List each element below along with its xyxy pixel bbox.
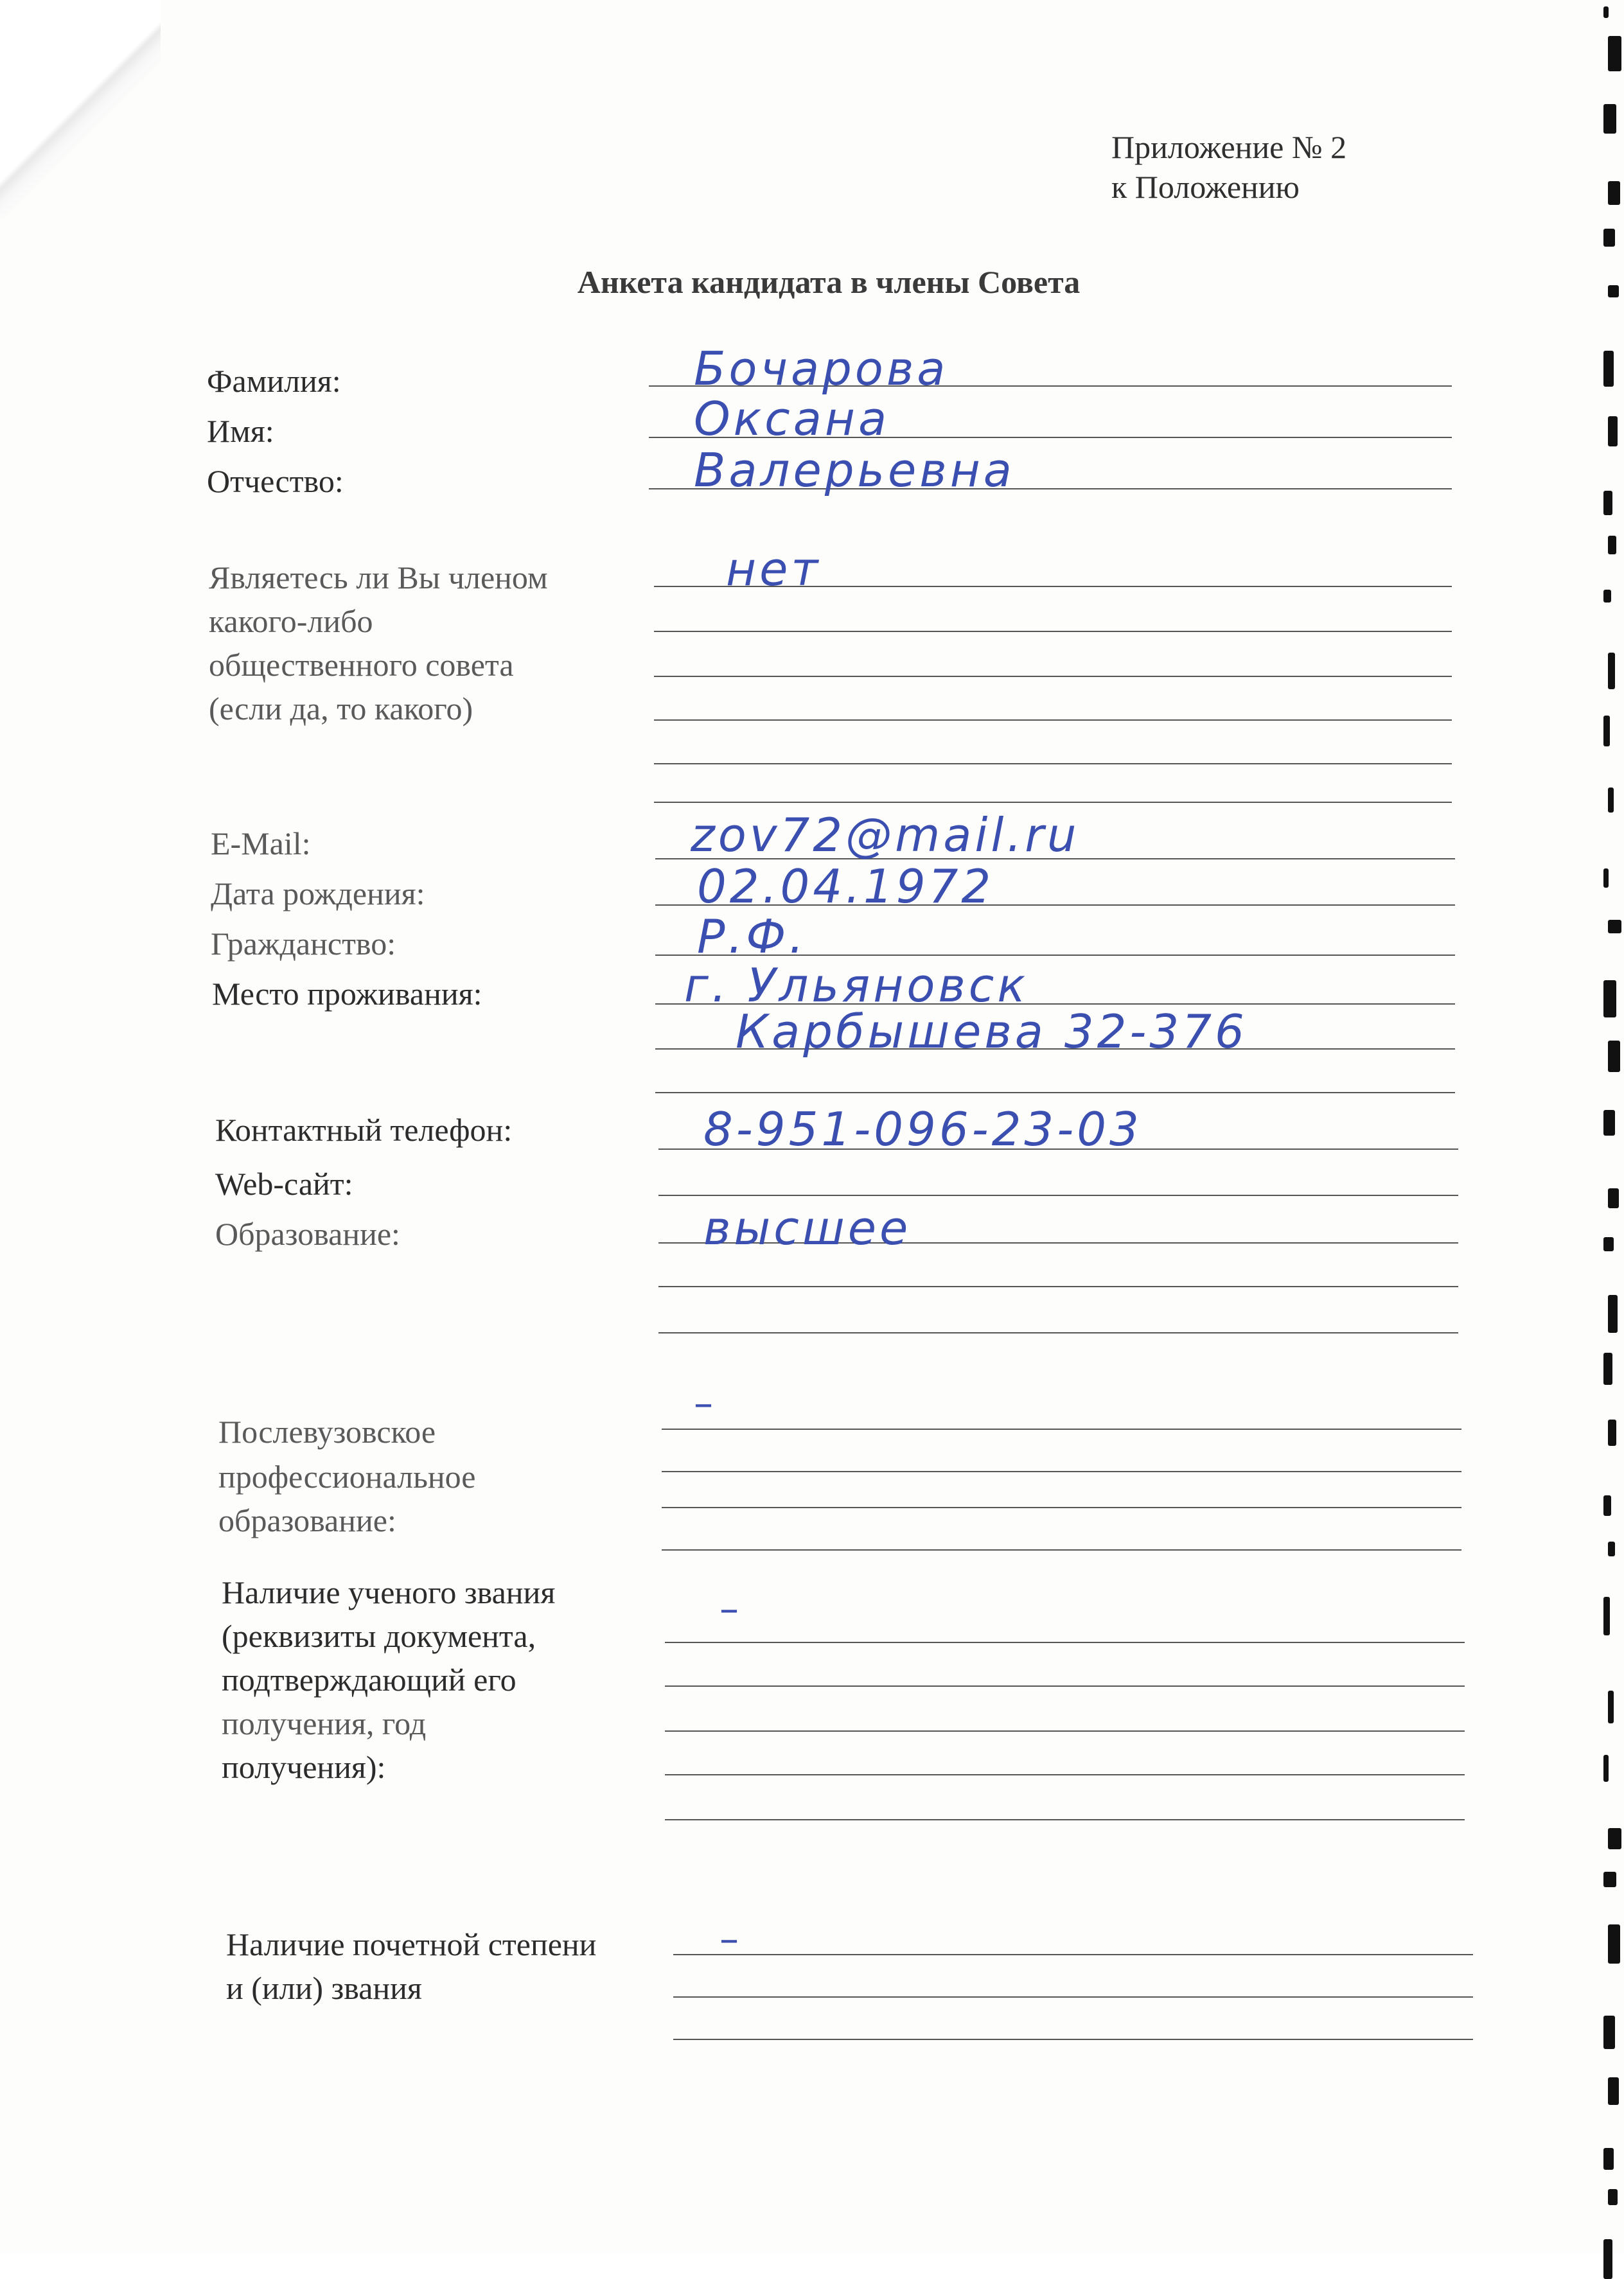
academic-title-label-2: (реквизиты документа, — [222, 1618, 536, 1654]
council-label-3: общественного совета — [209, 647, 514, 683]
citizenship-label: Гражданство: — [211, 926, 396, 962]
council-line-5 — [654, 763, 1452, 764]
scan-edge-speck — [1603, 351, 1614, 387]
appendix-note — [1111, 127, 1346, 207]
scan-edge-speck — [1608, 416, 1618, 446]
honorary-line-2 — [673, 1996, 1473, 1998]
scan-edge-speck — [1608, 2189, 1618, 2205]
email-value[interactable]: zov72@mail.ru — [691, 808, 1080, 862]
email-label: E-Mail: — [211, 825, 311, 861]
surname-label: Фамилия: — [207, 363, 341, 399]
scan-edge-speck — [1608, 36, 1621, 71]
honorary-label-1: Наличие почетной степени — [226, 1926, 597, 1962]
scan-edge-speck — [1603, 2239, 1612, 2279]
council-value[interactable]: нет — [726, 542, 822, 596]
residence-line-3 — [655, 1092, 1455, 1093]
scan-edge-speck — [1608, 1295, 1618, 1333]
scan-edge-speck — [1603, 1755, 1609, 1782]
scan-edge-speck — [1603, 6, 1609, 18]
council-label-1: Являетесь ли Вы членом — [209, 559, 548, 595]
council-label-4: (если да, то какого) — [209, 691, 473, 726]
academic-title-line-5 — [665, 1819, 1465, 1820]
birth-date-value[interactable]: 02.04.1972 — [697, 859, 994, 913]
postgraduate-line-4 — [662, 1549, 1461, 1551]
appendix-line-1: Приложение № 2 — [1111, 129, 1347, 165]
birth-date-label: Дата рождения: — [211, 876, 425, 911]
scan-edge-speck — [1608, 2077, 1619, 2105]
folded-corner-shade — [0, 0, 161, 218]
honorary-value[interactable]: – — [719, 1917, 739, 1962]
academic-title-label-3: подтверждающий его — [222, 1662, 516, 1698]
scan-edge-speck — [1603, 1110, 1615, 1136]
postgraduate-value[interactable]: – — [694, 1381, 713, 1426]
postgraduate-line-3 — [662, 1507, 1461, 1508]
scan-edge-speck — [1608, 1542, 1615, 1556]
scan-edge-speck — [1603, 1353, 1612, 1385]
scan-edge-speck — [1608, 1924, 1620, 1964]
phone-value[interactable]: 8-951-096-23-03 — [703, 1102, 1142, 1156]
scan-edge-speck — [1603, 1495, 1611, 1516]
council-line-2 — [654, 631, 1452, 632]
scan-edge-speck — [1608, 1420, 1616, 1446]
patronymic-value[interactable]: Валерьевна — [694, 443, 1015, 497]
scan-edge-speck — [1603, 590, 1611, 603]
scan-edge-speck — [1608, 1041, 1620, 1072]
residence-value-line-1[interactable]: г. Ульяновск — [684, 958, 1028, 1012]
education-line-2 — [658, 1286, 1458, 1287]
council-line-6 — [654, 802, 1452, 803]
appendix-line-2: к Положению — [1111, 169, 1300, 205]
scan-edge-speck — [1608, 536, 1616, 554]
postgraduate-label-3: образование: — [218, 1502, 396, 1538]
education-label: Образование: — [215, 1216, 400, 1252]
scan-edge-speck — [1603, 491, 1612, 515]
form-title: Анкета кандидата в члены Совета — [577, 264, 1081, 300]
scan-edge-speck — [1603, 1597, 1610, 1635]
honorary-line-3 — [673, 2039, 1473, 2040]
website-line — [658, 1195, 1458, 1196]
scan-edge-speck — [1608, 181, 1620, 205]
honorary-label-2: и (или) звания — [226, 1970, 422, 2006]
postgraduate-label-2: профессиональное — [218, 1459, 476, 1495]
academic-title-line-1 — [665, 1642, 1465, 1643]
council-line-4 — [654, 719, 1452, 721]
citizenship-value[interactable]: Р.Ф. — [697, 910, 808, 964]
website-label: Web-сайт: — [215, 1166, 353, 1202]
scan-edge-speck — [1603, 229, 1615, 247]
academic-title-label-5: получения): — [222, 1749, 386, 1785]
honorary-line-1 — [673, 1954, 1473, 1955]
council-label-2: какого-либо — [209, 603, 373, 639]
name-value[interactable]: Оксана — [694, 392, 890, 446]
education-line-3 — [658, 1332, 1458, 1333]
scan-edge-speck — [1603, 2016, 1615, 2049]
postgraduate-line-2 — [662, 1471, 1461, 1472]
residence-value-line-2[interactable]: Карбышева 32-376 — [736, 1005, 1248, 1059]
academic-title-label-4: получения, год — [222, 1705, 427, 1741]
name-label: Имя: — [207, 413, 274, 449]
council-line-1 — [654, 586, 1452, 587]
scan-edge-speck — [1603, 1872, 1616, 1887]
academic-title-value[interactable]: – — [719, 1587, 739, 1632]
scan-edge-speck — [1608, 1188, 1619, 1208]
academic-title-line-2 — [665, 1685, 1465, 1687]
academic-title-line-4 — [665, 1774, 1465, 1775]
postgraduate-line-1 — [662, 1429, 1461, 1430]
phone-label: Контактный телефон: — [215, 1112, 513, 1148]
scan-edge-speck — [1603, 104, 1616, 134]
scan-edge-speck — [1608, 653, 1615, 689]
scan-edge-speck — [1603, 1237, 1614, 1251]
scan-edge-speck — [1603, 868, 1609, 888]
postgraduate-label-1: Послевузовское — [218, 1414, 436, 1450]
scan-edge-speck — [1603, 2148, 1614, 2170]
academic-title-label-1: Наличие ученого звания — [222, 1574, 556, 1610]
surname-value[interactable]: Бочарова — [694, 342, 949, 396]
patronymic-label: Отчество: — [207, 463, 344, 499]
scan-edge-speck — [1608, 788, 1614, 813]
scan-edge-marks — [1592, 0, 1624, 2253]
scan-edge-speck — [1603, 716, 1610, 746]
academic-title-line-3 — [665, 1730, 1465, 1732]
scan-edge-speck — [1608, 1691, 1614, 1723]
council-line-3 — [654, 676, 1452, 677]
scan-edge-speck — [1608, 920, 1621, 933]
education-value[interactable]: высшее — [703, 1201, 912, 1255]
scan-edge-speck — [1603, 980, 1616, 1017]
scan-edge-speck — [1608, 1828, 1621, 1849]
residence-label: Место проживания: — [212, 976, 482, 1012]
